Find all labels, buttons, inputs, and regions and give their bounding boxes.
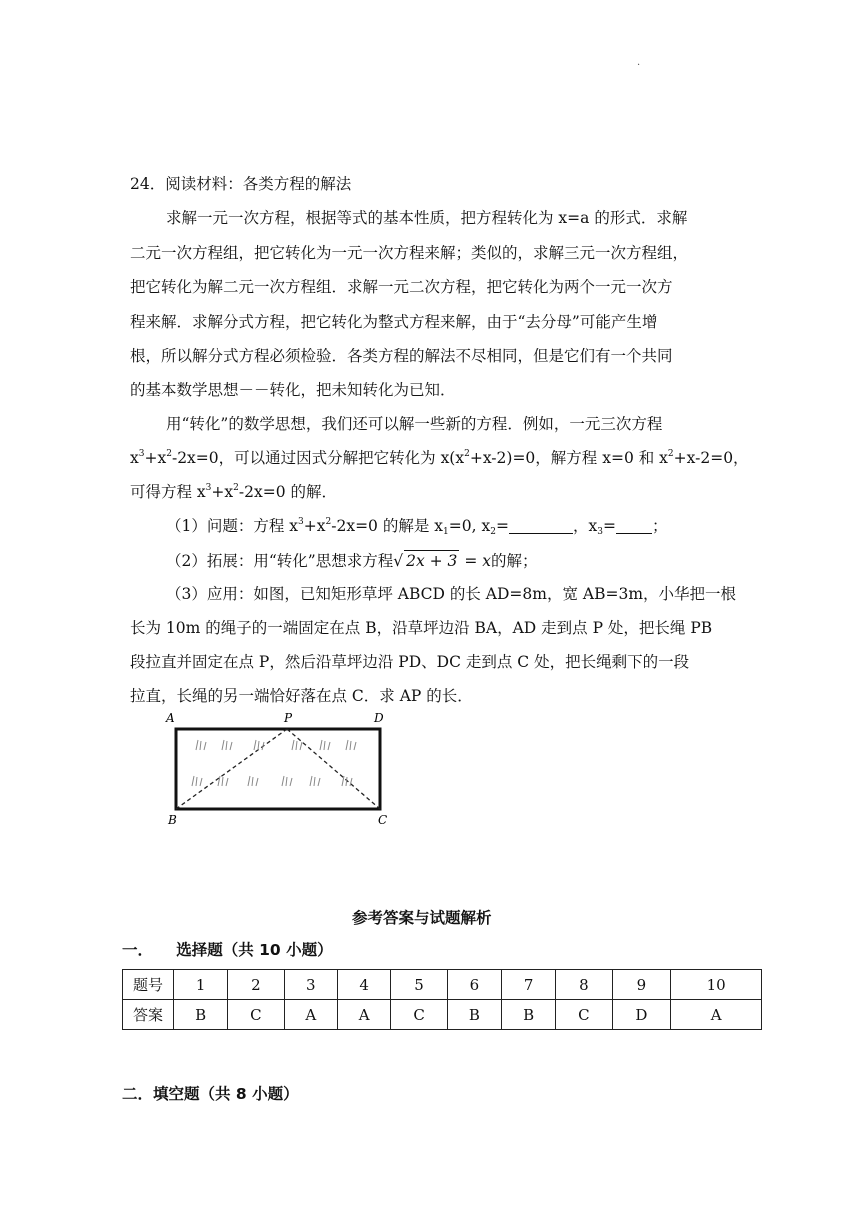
lawn-figure [160,708,400,828]
rope-BP [176,729,287,809]
lawn-rectangle [176,729,380,809]
question-3-line-1: （3）应用：如图，已知矩形草坪 ABCD 的长 AD=8m，宽 AB=3m，小华把一根 [166,585,737,603]
para2-line-2: $x^3+x^2-2x=0$，可以通过因式分解把它转化为 $x(x^2+x-2)=0$，解方程 x=0 和 $x^2+x-2=0$， [130,449,749,467]
table-cell: 1 [174,970,228,1000]
page-dot: · [637,60,641,71]
problem-title: 24．阅读材料：各类方程的解法 [130,175,352,193]
label-A: A [166,711,175,725]
table-cell: A [671,1000,762,1030]
table-cell: B [501,1000,555,1030]
label-D: D [374,711,384,725]
answer-blank-x2[interactable] [509,519,573,534]
row-label-number: 题号 [123,970,174,1000]
table-cell: C [228,1000,284,1030]
table-cell: 8 [556,970,612,1000]
table-cell: B [174,1000,228,1030]
label-C: C [378,813,388,827]
para2-line-1: 用“转化”的数学思想，我们还可以解一些新的方程．例如，一元三次方程 [166,415,663,433]
table-row-numbers [123,970,762,1000]
table-cell: 2 [228,970,284,1000]
table-cell: 7 [501,970,555,1000]
para1-line-6: 的基本数学思想－－转化，把未知转化为已知． [130,381,456,399]
para1-line-1: 求解一元一次方程，根据等式的基本性质，把方程转化为 x=a 的形式．求解 [166,209,688,227]
table-cell: C [556,1000,612,1030]
question-2: （2）拓展：用“转化”思想求方程√ 2x + 3 = x的解； [166,552,538,570]
table-cell: 9 [612,970,671,1000]
answer-blank-x3[interactable] [616,519,652,534]
section-1-heading: 一． 选择题（共 10 小题） [122,941,333,959]
answer-table [122,969,762,1030]
question-3-line-3: 段拉直并固定在点 P，然后沿草坪边沿 PD、DC 走到点 C 处，把长绳剩下的一段 [130,653,690,671]
table-cell: D [612,1000,671,1030]
table-cell: 3 [284,970,337,1000]
answers-title: 参考答案与试题解析 [352,909,492,927]
para1-line-5: 根，所以解分式方程必须检验．各类方程的解法不尽相同，但是它们有一个共同 [130,347,673,365]
table-cell: A [284,1000,337,1030]
table-cell: B [447,1000,501,1030]
question-3-line-4: 拉直，长绳的另一端恰好落在点 C．求 AP 的长． [130,687,473,705]
section-2-heading: 二．填空题（共 8 小题） [122,1085,299,1103]
question-3-line-2: 长为 10m 的绳子的一端固定在点 B，沿草坪边沿 BA，AD 走到点 P 处，把长绳 PB [130,619,713,637]
para2-line-3: 可得方程 $x^3+x^2-2x=0$ 的解． [130,483,337,501]
label-B: B [168,813,177,827]
rope-PC [287,729,380,809]
table-cell: C [391,1000,447,1030]
table-cell: 10 [671,970,762,1000]
sqrt-expression: √ 2x + 3 [393,552,458,570]
question-1: （1）问题：方程 $x^3+x^2-2x=0$ 的解是 $x_1=0$, $x_2=$ ，$x_3=$ ； [166,517,668,537]
table-cell: A [337,1000,390,1030]
label-P: P [284,711,293,725]
table-row-answers [123,1000,762,1030]
row-label-answer: 答案 [123,1000,174,1030]
table-cell: 4 [337,970,390,1000]
table-cell: 5 [391,970,447,1000]
table-cell: 6 [447,970,501,1000]
para1-line-4: 程来解．求解分式方程，把它转化为整式方程来解，由于“去分母”可能产生增 [130,313,658,331]
para1-line-3: 把它转化为解二元一次方程组．求解一元二次方程，把它转化为两个一元一次方 [130,278,673,296]
para1-line-2: 二元一次方程组，把它转化为一元一次方程来解；类似的，求解三元一次方程组， [130,244,689,262]
